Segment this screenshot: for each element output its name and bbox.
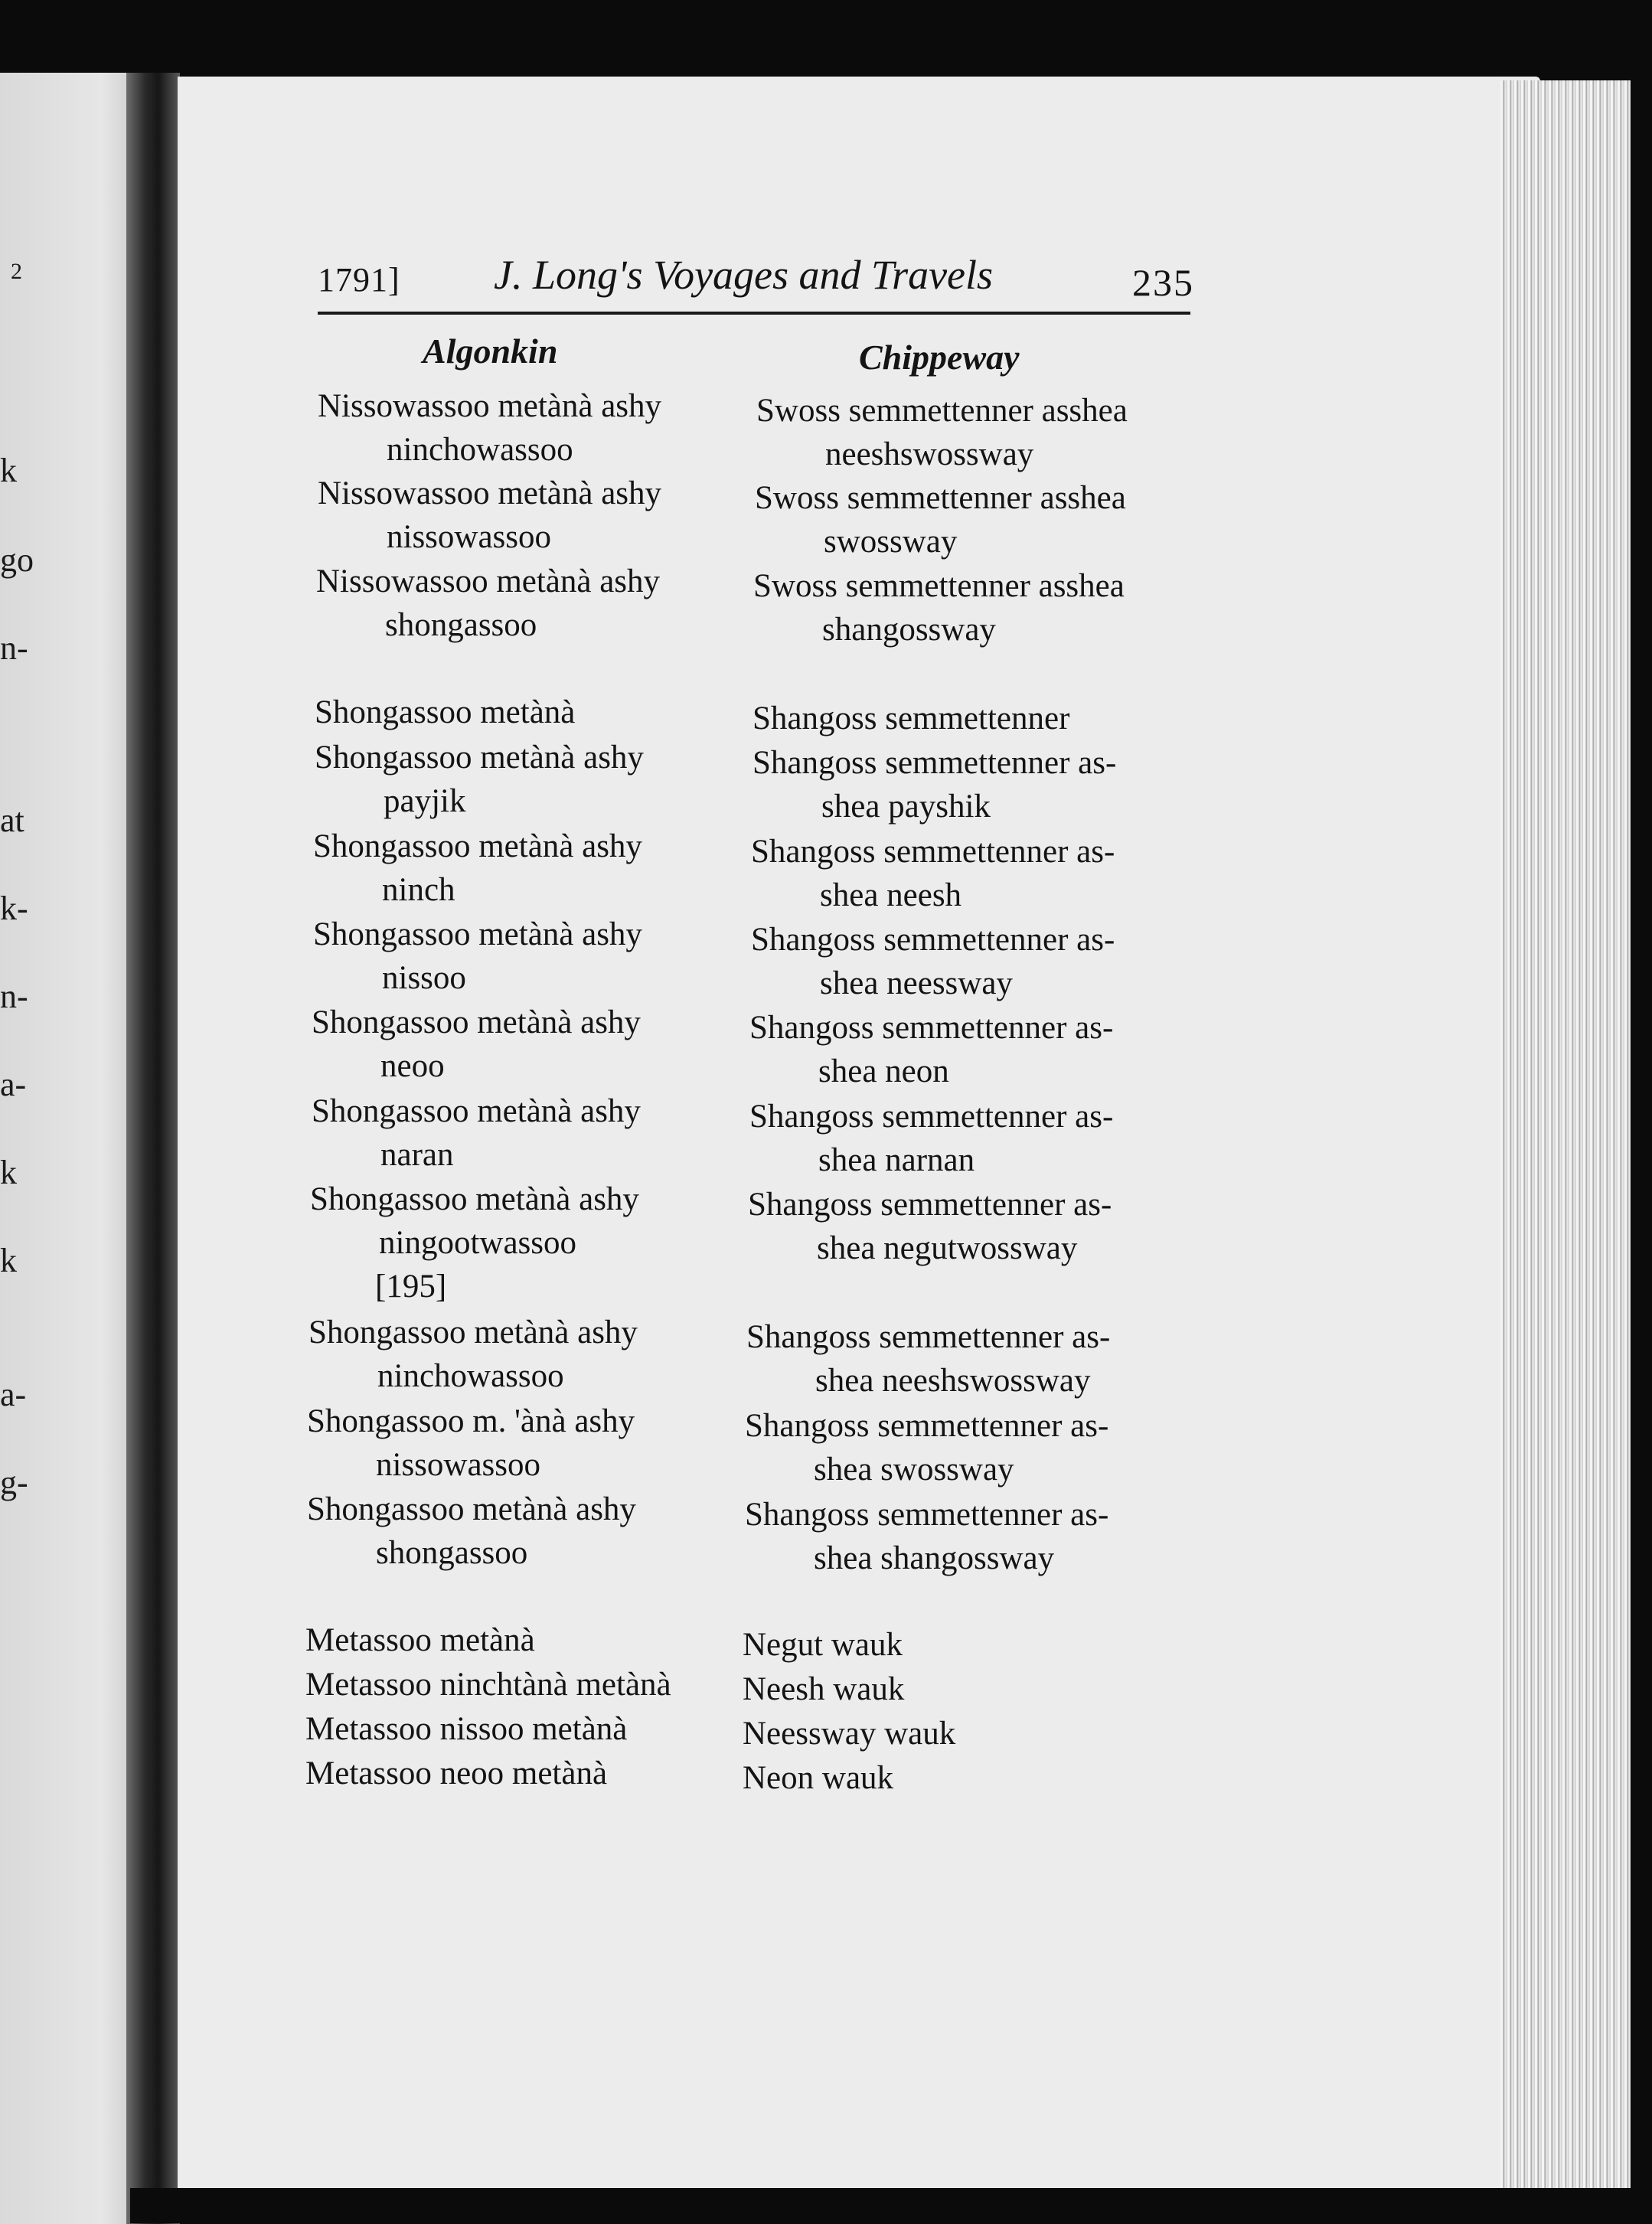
entry-line: Neessway wauk	[743, 1716, 956, 1752]
entry-line: Shangoss semmettenner as-	[746, 1319, 1111, 1355]
chippeway-column-heading: Chippeway	[859, 338, 1020, 377]
chippeway-entry	[749, 1095, 1113, 1182]
entry-continuation: nissowassoo	[376, 1447, 541, 1483]
left-page-fragment: n-	[0, 629, 28, 667]
page-edge-stack	[1500, 80, 1631, 2193]
entry-continuation: shea neessway	[820, 965, 1013, 1001]
entry-line: Neesh wauk	[743, 1671, 905, 1707]
algonkin-entry	[312, 1089, 641, 1177]
entry-line: Nissowassoo metànà ashy	[318, 475, 662, 511]
entry-continuation: nissowassoo	[387, 519, 552, 555]
chippeway-entry	[753, 564, 1125, 652]
entry-line: Shongassoo metànà ashy	[307, 1491, 636, 1527]
entry-continuation: shea shangossway	[814, 1540, 1055, 1576]
chippeway-entry	[753, 697, 1069, 740]
entry-continuation: shea swossway	[814, 1452, 1014, 1488]
running-header	[318, 245, 1194, 314]
algonkin-entry	[310, 1177, 639, 1265]
entry-line: Shangoss semmettenner as-	[745, 1497, 1109, 1533]
entry-line: Shongassoo metànà	[315, 694, 576, 730]
chippeway-entry	[748, 1183, 1112, 1270]
entry-continuation: naran	[380, 1137, 454, 1173]
left-page-fragment: at	[0, 802, 24, 839]
algonkin-entry	[305, 1663, 671, 1706]
algonkin-entry	[313, 913, 642, 1000]
entry-line: Shangoss semmettenner as-	[751, 834, 1115, 870]
page-bottom-shadow	[130, 2188, 1631, 2223]
page-number: 235	[1132, 261, 1194, 304]
algonkin-entry	[315, 736, 644, 823]
left-page-fragment: k	[0, 452, 17, 489]
algonkin-entry	[313, 825, 642, 912]
algonkin-entry	[315, 691, 575, 734]
chippeway-entry	[751, 918, 1115, 1005]
chippeway-entry	[755, 476, 1126, 563]
algonkin-entry	[309, 1311, 638, 1398]
header-rule	[318, 312, 1190, 315]
left-page-edge	[0, 73, 145, 2224]
left-page-fragment: go	[0, 541, 34, 579]
chippeway-entry	[745, 1493, 1108, 1580]
algonkin-entry	[305, 1707, 627, 1751]
algonkin-entry	[318, 472, 661, 559]
algonkin-entry	[318, 384, 661, 472]
algonkin-entry	[305, 1752, 607, 1795]
entry-continuation: shea negutwossway	[817, 1230, 1078, 1266]
left-page-fragment: k	[0, 1154, 17, 1191]
entry-line: Metassoo nissoo metànà	[305, 1711, 628, 1747]
entry-line: Shangoss semmettenner as-	[749, 1010, 1114, 1046]
entry-line: Shangoss semmettenner	[753, 701, 1070, 736]
entry-continuation: ningootwassoo	[379, 1225, 576, 1261]
entry-line: Shongassoo metànà ashy	[312, 1004, 641, 1040]
entry-continuation: neeshswossway	[825, 436, 1034, 472]
algonkin-entry	[307, 1488, 636, 1575]
algonkin-entry	[312, 1001, 641, 1088]
entry-continuation: shongassoo	[385, 607, 537, 643]
entry-continuation: shea neeshswossway	[815, 1363, 1091, 1399]
algonkin-entry	[316, 560, 660, 647]
algonkin-entry	[307, 1399, 635, 1487]
entry-continuation: shea narnan	[818, 1142, 975, 1178]
header-title: J. Long's Voyages and Travels	[494, 252, 994, 298]
entry-line: Nissowassoo metànà ashy	[318, 388, 662, 424]
entry-continuation: ninchowassoo	[377, 1358, 564, 1394]
chippeway-entry	[751, 830, 1115, 917]
entry-line: Shangoss semmettenner as-	[749, 1099, 1114, 1135]
entry-line: Shongassoo metànà ashy	[315, 740, 644, 776]
entry-continuation: nissoo	[382, 960, 466, 996]
entry-line: Negut wauk	[743, 1627, 903, 1663]
entry-line: Shongassoo metànà ashy	[310, 1181, 639, 1217]
chippeway-entry	[743, 1712, 955, 1755]
chippeway-entry	[753, 741, 1116, 828]
left-page-fragment: n-	[0, 978, 28, 1015]
entry-continuation: shea payshik	[821, 789, 991, 825]
algonkin-entry	[305, 1618, 535, 1662]
entry-line: Metassoo ninchtànà metànà	[305, 1667, 671, 1703]
entry-line: Shongassoo metànà ashy	[313, 916, 642, 952]
entry-continuation: payjik	[384, 783, 466, 819]
chippeway-entry	[746, 1315, 1110, 1403]
entry-continuation: shea neon	[818, 1053, 949, 1089]
chippeway-entry	[756, 389, 1128, 476]
entry-line: Swoss semmettenner asshea	[753, 568, 1125, 604]
entry-line: Shongassoo m. 'ànà ashy	[307, 1403, 635, 1439]
original-page-marker: [195]	[375, 1269, 447, 1305]
entry-continuation: shangossway	[822, 612, 996, 648]
book-gutter	[126, 73, 180, 2224]
algonkin-column-heading: Algonkin	[423, 331, 558, 371]
chippeway-entry	[743, 1667, 904, 1711]
entry-line: Swoss semmettenner asshea	[755, 480, 1126, 516]
left-page-fragment: k	[0, 1242, 17, 1279]
entry-continuation: ninchowassoo	[387, 432, 573, 468]
entry-line: Shangoss semmettenner as-	[748, 1187, 1112, 1223]
chippeway-entry	[745, 1404, 1108, 1491]
header-year: 1791]	[318, 261, 400, 299]
left-page-fragment: a-	[0, 1376, 27, 1413]
entry-line: Metassoo metànà	[305, 1622, 535, 1658]
entry-continuation: shongassoo	[376, 1535, 528, 1571]
left-page-fragment: a-	[0, 1066, 27, 1103]
chippeway-entry	[743, 1756, 893, 1800]
entry-line: Metassoo neoo metànà	[305, 1755, 608, 1791]
entry-continuation: swossway	[824, 524, 958, 560]
entry-line: Neon wauk	[743, 1760, 894, 1796]
entry-line: Swoss semmettenner asshea	[756, 393, 1128, 429]
chippeway-entry	[743, 1623, 903, 1667]
entry-line: Shangoss semmettenner as-	[751, 922, 1115, 958]
entry-line: Shangoss semmettenner as-	[753, 745, 1117, 781]
entry-continuation: ninch	[382, 872, 455, 908]
left-page-fragment: k-	[0, 890, 28, 927]
entry-line: Shongassoo metànà ashy	[313, 828, 642, 864]
entry-line: Shongassoo metànà ashy	[309, 1314, 638, 1350]
chippeway-entry	[749, 1006, 1113, 1093]
entry-continuation: neoo	[380, 1048, 445, 1084]
entry-continuation: shea neesh	[820, 877, 962, 913]
entry-line: Shongassoo metànà ashy	[312, 1093, 641, 1129]
entry-line: Shangoss semmettenner as-	[745, 1408, 1109, 1444]
left-page-fragment: g-	[0, 1464, 28, 1501]
entry-line: Nissowassoo metànà ashy	[316, 563, 661, 599]
left-page-fragment: 2	[11, 259, 22, 284]
